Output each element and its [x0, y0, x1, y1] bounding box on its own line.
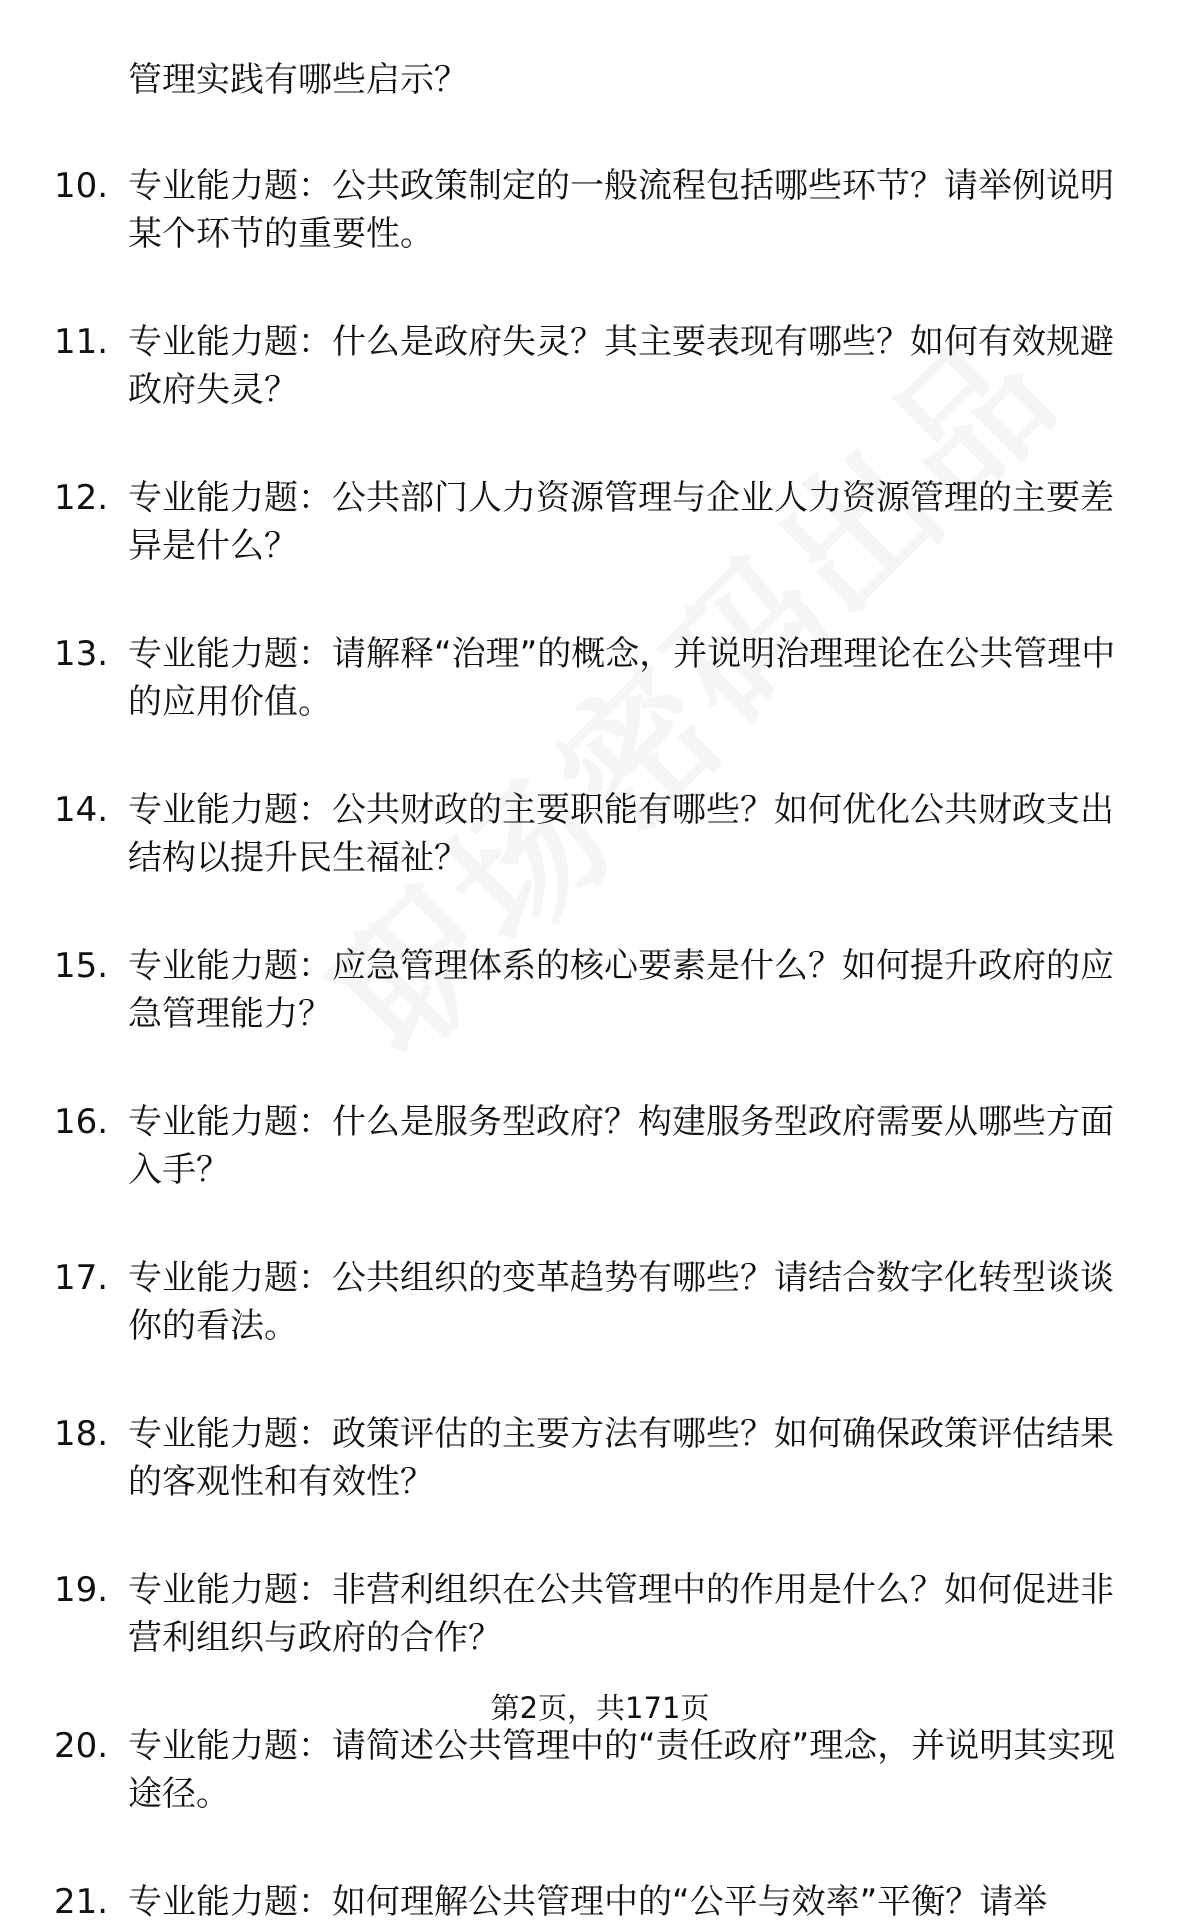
item-number: 11.	[54, 322, 109, 362]
document-content	[54, 56, 1144, 1926]
item-number: 19.	[54, 1570, 109, 1610]
item-number: 21.	[54, 1882, 109, 1922]
item-number: 18.	[54, 1414, 109, 1454]
list-item	[54, 1878, 1144, 1926]
item-number: 13.	[54, 634, 109, 674]
item-text: 专业能力题：政策评估的主要方法有哪些？如何确保政策评估结果的客观性和有效性？	[128, 1414, 1114, 1502]
item-text: 专业能力题：公共财政的主要职能有哪些？如何优化公共财政支出结构以提升民生福祉？	[128, 790, 1114, 878]
item-number: 20.	[54, 1726, 109, 1766]
item-text: 专业能力题：公共政策制定的一般流程包括哪些环节？请举例说明某个环节的重要性。	[128, 166, 1114, 254]
list-item	[54, 474, 1144, 570]
item-text: 专业能力题：应急管理体系的核心要素是什么？如何提升政府的应急管理能力？	[128, 946, 1114, 1034]
list-item	[54, 1410, 1144, 1506]
item-number: 17.	[54, 1258, 109, 1298]
item-text: 专业能力题：什么是服务型政府？构建服务型政府需要从哪些方面入手？	[128, 1102, 1114, 1190]
page-footer: 第2页，共171页	[490, 1691, 710, 1725]
list-item	[54, 942, 1144, 1038]
list-item	[54, 1566, 1144, 1662]
item-text: 专业能力题：公共部门人力资源管理与企业人力资源管理的主要差异是什么？	[128, 478, 1114, 566]
item-number: 14.	[54, 790, 109, 830]
list-item	[54, 318, 1144, 414]
item-number: 15.	[54, 946, 109, 986]
item-text: 专业能力题：请简述公共管理中的“责任政府”理念，并说明其实现途径。	[128, 1726, 1116, 1814]
item-number: 16.	[54, 1102, 109, 1142]
list-item	[54, 630, 1144, 726]
continuation-text: 管理实践有哪些启示？	[128, 60, 468, 100]
item-text: 专业能力题：请解释“治理”的概念，并说明治理理论在公共管理中的应用价值。	[128, 634, 1116, 722]
item-text: 专业能力题：公共组织的变革趋势有哪些？请结合数字化转型谈谈你的看法。	[128, 1258, 1114, 1346]
list-item	[54, 1722, 1144, 1818]
item-number: 10.	[54, 166, 109, 206]
list-item	[54, 162, 1144, 258]
item-number: 12.	[54, 478, 109, 518]
list-item	[54, 1254, 1144, 1350]
list-item	[54, 1098, 1144, 1194]
list-item	[54, 786, 1144, 882]
item-text: 专业能力题：非营利组织在公共管理中的作用是什么？如何促进非营利组织与政府的合作？	[128, 1570, 1114, 1658]
item-text: 专业能力题：如何理解公共管理中的“公平与效率”平衡？请举	[128, 1882, 1048, 1922]
item-text: 专业能力题：什么是政府失灵？其主要表现有哪些？如何有效规避政府失灵？	[128, 322, 1114, 410]
